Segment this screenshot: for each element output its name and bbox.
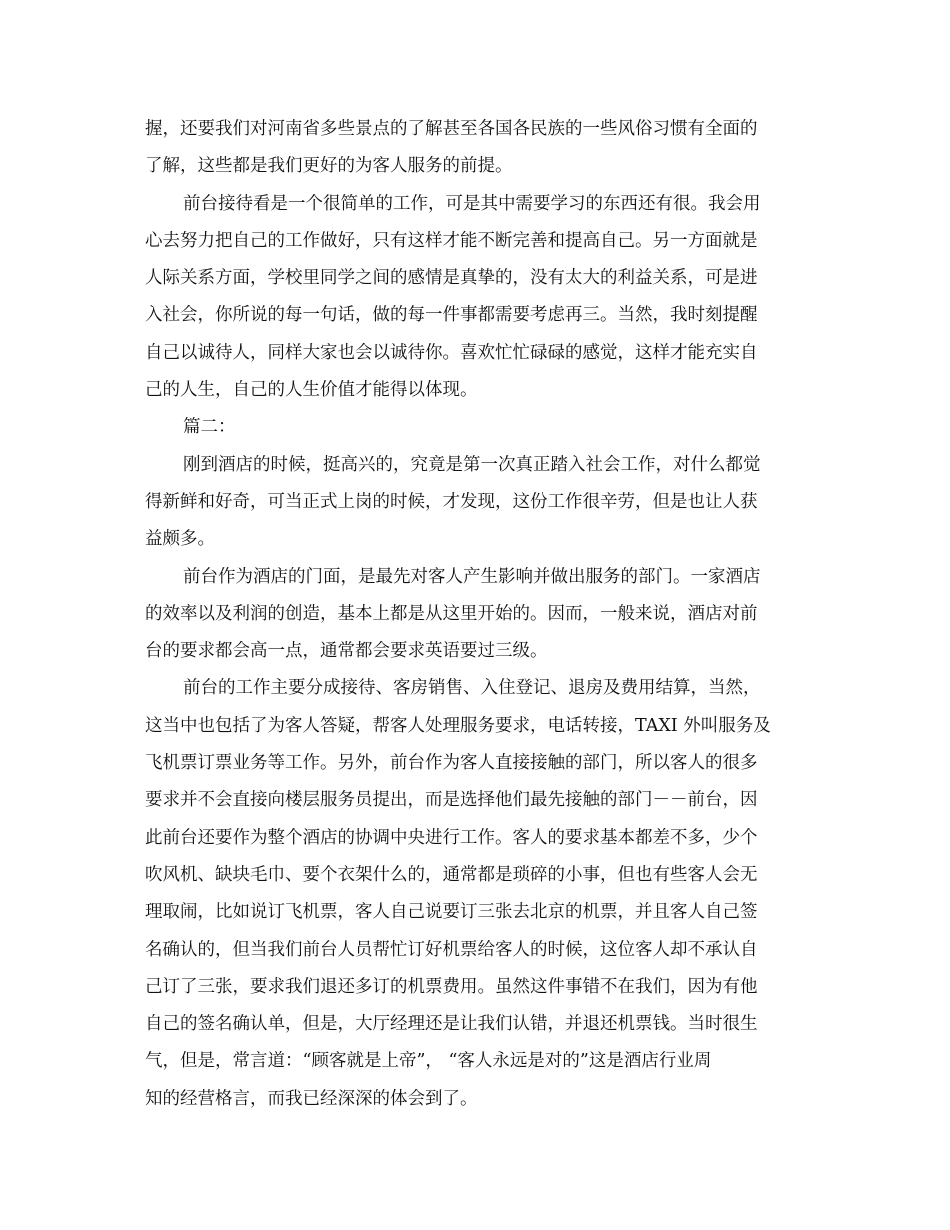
text-line: 己的人生，自己的人生价值才能得以体现。 bbox=[145, 380, 478, 401]
text-line: 益颇多。 bbox=[145, 529, 215, 550]
text-line: 自己以诚待人，同样大家也会以诚待你。喜欢忙忙碌碌的感觉，这样才能充实自 bbox=[145, 342, 758, 363]
text-line: 气，但是，常言道：“顾客就是上帝”， “客人永远是对的”这是酒店行业周 bbox=[145, 1051, 712, 1072]
text-line: 了解，这些都是我们更好的为客人服务的前提。 bbox=[145, 156, 513, 177]
paragraph-start-line: 前台接待看是一个很简单的工作，可是其中需要学习的东西还有很。我会用 bbox=[183, 193, 761, 214]
text-line: 人际关系方面，学校里同学之间的感情是真挚的，没有太大的利益关系，可是进 bbox=[145, 268, 758, 289]
document-body bbox=[145, 111, 805, 1118]
text-line: 己订了三张，要求我们退还多订的机票费用。虽然这件事错不在我们，因为有他 bbox=[145, 976, 758, 997]
text-line: 此前台还要作为整个酒店的协调中央进行工作。客人的要求基本都差不多，少个 bbox=[145, 827, 758, 848]
paragraph-start-line: 前台的工作主要分成接待、客房销售、入住登记、退房及费用结算，当然， bbox=[183, 678, 761, 699]
section-heading: 篇二： bbox=[183, 417, 236, 438]
text-line: 自己的签名确认单，但是，大厅经理还是让我们认错，并退还机票钱。当时很生 bbox=[145, 1014, 758, 1035]
text-line: 名确认的，但当我们前台人员帮忙订好机票给客人的时候，这位客人却不承认自 bbox=[145, 939, 758, 960]
text-line: 得新鲜和好奇，可当正式上岗的时候，才发现，这份工作很辛劳，但是也让人获 bbox=[145, 491, 758, 512]
paragraph-start-line: 前台作为酒店的门面，是最先对客人产生影响并做出服务的部门。一家酒店 bbox=[183, 566, 761, 587]
text-line: 台的要求都会高一点，通常都会要求英语要过三级。 bbox=[145, 641, 548, 662]
text-line: 理取闹，比如说订飞机票，客人自己说要订三张去北京的机票，并且客人自己签 bbox=[145, 902, 758, 923]
text-line: 吹风机、缺块毛巾、要个衣架什么的，通常都是琐碎的小事，但也有些客人会无 bbox=[145, 864, 758, 885]
text-line: 入社会，你所说的每一句话，做的每一件事都需要考虑再三。当然，我时刻提醒 bbox=[145, 305, 758, 326]
text-line: 心去努力把自己的工作做好，只有这样才能不断完善和提高自己。另一方面就是 bbox=[145, 230, 758, 251]
text-line: 要求并不会直接向楼层服务员提出，而是选择他们最先接触的部门－－前台，因 bbox=[145, 790, 758, 811]
text-line: 的效率以及利润的创造，基本上都是从这里开始的。因而，一般来说，酒店对前 bbox=[145, 603, 758, 624]
text-line: 飞机票订票业务等工作。另外，前台作为客人直接接触的部门，所以客人的很多 bbox=[145, 753, 758, 774]
text-line: 握，还要我们对河南省多些景点的了解甚至各国各民族的一些风俗习惯有全面的 bbox=[145, 119, 758, 139]
paragraph-start-line: 刚到酒店的时候，挺高兴的，究竟是第一次真正踏入社会工作，对什么都觉 bbox=[183, 454, 761, 475]
text-line: 知的经营格言，而我已经深深的体会到了。 bbox=[145, 1088, 478, 1109]
text-line: 这当中也包括了为客人答疑，帮客人处理服务要求，电话转接，TAXI 外叫服务及 bbox=[145, 715, 771, 736]
